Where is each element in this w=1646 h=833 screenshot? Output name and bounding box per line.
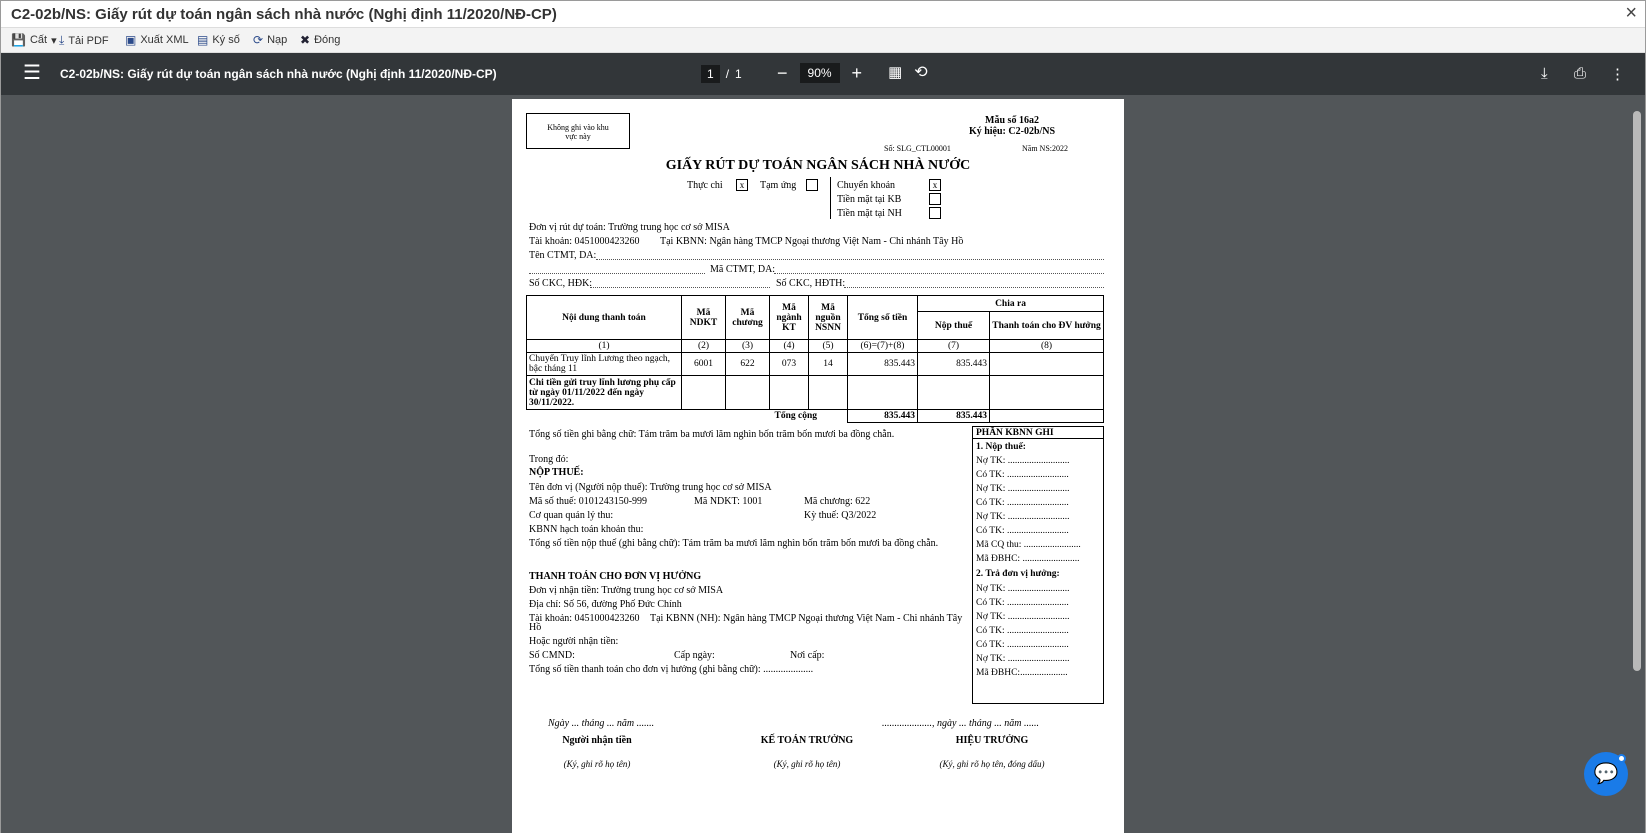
reload-icon: ⟳ [253,33,264,47]
co-tk: Có TK: .......................... [976,526,1069,536]
form-number: Mẫu số 16a2 [985,115,1039,126]
menu-icon[interactable]: ☰ [23,62,41,84]
vertical-scrollbar[interactable] [1631,101,1643,761]
header-thanh-toan-dv: Thanh toán cho ĐV hưởng [990,312,1104,340]
download-pdf-button[interactable]: ⤓ Tải PDF [59,33,109,47]
export-xml-button[interactable]: ▣ Xuất XML [125,33,189,47]
ma-ctmt: Mã CTMT, DA: [710,264,776,275]
row-content: Chi tiền gửi truy lĩnh lương phụ cấp từ ngày 01/11/2022 đến ngày 30/11/2022. [527,376,682,410]
pdf-toolbar [1,53,1645,95]
reload-button[interactable]: ⟳ Nạp [253,33,288,47]
divider [830,177,831,219]
notification-dot [1617,754,1626,763]
save-icon: 💾 [11,33,26,47]
doc-number: Số: SLG_CTL00001 [884,144,951,153]
amount-in-words: Tổng số tiền ghi bằng chữ: Tám trăm ba mươi lăm nghìn bốn trăm bốn mươi ba đồng chẵn. [529,429,895,440]
don-vi-rut: Đơn vị rút dự toán: Trường trung học cơ sở MISA [529,222,730,233]
ma-chuong: Mã chương: 622 [804,496,871,507]
close-x-icon: ✖ [300,33,311,47]
label-chuyen-khoan: Chuyển khoản [837,180,896,191]
pdf-page [512,99,1124,833]
dotted-line [774,273,1104,274]
table-row [527,353,1104,376]
ma-ndkt: Mã NDKT: 1001 [694,496,763,507]
kbnn-tra-don-vi: 2. Trả đơn vị hưởng: [976,569,1060,579]
doc-title: GIẤY RÚT DỰ TOÁN NGÂN SÁCH NHÀ NƯỚC [665,158,971,173]
row-content: Chuyển Truy lĩnh Lương theo ngạch, bậc tháng 11 [527,353,682,376]
scrollbar-thumb[interactable] [1633,111,1641,671]
print-icon[interactable]: ⎙ [1574,65,1587,82]
ma-cq-thu: Mã CQ thu: ........................ [976,540,1081,550]
sig-note-2: (Ký, ghi rõ họ tên) [773,759,841,769]
label-tam-ung: Tạm ứng [760,180,797,191]
no-tk: Nợ TK: .......................... [976,456,1070,466]
xml-file-icon: ▣ [125,33,137,47]
nguoi-nhan: Hoặc người nhận tiền: [529,636,619,647]
form-symbol: Ký hiệu: C2-02b/NS [968,126,1056,137]
tai-khoan-2: Tài khoản: 0451000423260 [529,613,640,624]
close-button[interactable]: ✖ Đóng [300,33,341,47]
fit-page-icon[interactable]: ▦ [888,64,903,81]
header-nganh: Mã ngành KT [770,296,809,340]
so-cmnd: Số CMND: [529,650,575,661]
co-quan-quan-ly: Cơ quan quản lý thu: [529,510,614,521]
pdf-viewer [1,53,1645,833]
digital-sign-button[interactable]: ▤ Ký số [197,33,240,47]
header-chuong: Mã chương [726,296,770,340]
header-ndkt: Mã NDKT [682,296,726,340]
total-label: Tổng cộng [527,410,848,423]
cap-ngay: Cấp ngày: [674,650,715,661]
dotted-line [529,273,705,274]
label-thuc-chi: Thực chi [687,180,723,191]
ky-thue: Kỳ thuế: Q3/2022 [804,510,877,521]
page-indicator: 1 / 1 [701,65,742,83]
total-amount: 835.443 [848,410,918,423]
chat-support-button[interactable] [1584,752,1628,796]
save-button[interactable]: 💾 Cất ▾ [11,33,57,47]
nop-thue-heading: NỘP THUẾ: [529,467,584,478]
sig-nguoi-nhan: Người nhận tiền [562,735,632,746]
zoom-in-icon[interactable]: + [851,63,863,83]
noi-cap: Nơi cấp: [790,650,825,661]
signature-icon: ▤ [197,33,209,47]
budget-year: Năm NS:2022 [1022,144,1068,153]
rotate-icon[interactable]: ⟲ [914,64,928,81]
pdf-title: C2-02b/NS: Giấy rút dự toán ngân sách nhà nước (Nghị định 11/2020/NĐ-CP) [60,67,497,81]
header-chia-ra: Chia ra [918,296,1104,312]
col-number: (7) [918,340,990,353]
row-ndkt: 6001 [682,353,726,376]
col-number: (5) [809,340,848,353]
header-nop-thue: Nộp thuế [918,312,990,340]
payment-table [526,295,1104,423]
ten-don-vi-nop: Tên đơn vị (Người nộp thuế): Trường trung học cơ sở MISA [529,482,772,493]
header-noi-dung: Nội dung thanh toán [527,296,682,340]
co-tk: Có TK: .......................... [976,640,1069,650]
col-number: (6)=(7)+(8) [848,340,918,353]
no-tk: Nợ TK: .......................... [976,654,1070,664]
dotted-line [596,259,1104,260]
dia-chi: Địa chỉ: Số 56, đường Phố Đức Chính [529,599,682,610]
checkbox-thuc-chi: x [736,179,748,191]
no-tk: Nợ TK: .......................... [976,612,1070,622]
tai-kbnn-2: Tại KBNN (NH): Ngân hàng TMCP Ngoại thương Việt Nam - Chi nhánh Tây [650,613,963,624]
ma-so-thue: Mã số thuế: 0101243150-999 [529,496,648,507]
co-tk: Có TK: .......................... [976,470,1069,480]
tong-thanh-toan: Tổng số tiền thanh toán cho đơn vị hưởng (ghi bằng chữ): .................... [529,664,814,675]
sig-hieu-truong: HIỆU TRƯỞNG [955,735,1029,746]
thanh-toan-heading: THANH TOÁN CHO ĐƠN VỊ HƯỞNG [529,571,702,582]
total-nop-thue: 835.443 [918,410,990,423]
checkbox-chuyen-khoan: x [929,179,941,191]
label-tien-mat-nh: Tiền mặt tại NH [837,208,902,219]
close-icon[interactable]: × [1625,2,1637,24]
kbnn-hach-toan: KBNN hạch toán khoản thu: [529,524,644,535]
header-nguon: Mã nguồn NSNN [809,296,848,340]
co-tk: Có TK: .......................... [976,626,1069,636]
row-tong: 835.443 [848,353,918,376]
more-options-icon[interactable]: ⋮ [1610,66,1625,83]
ma-dbhc: Mã ĐBHC:.................... [976,668,1068,678]
download-icon: ⤓ [59,33,65,47]
col-number: (1) [527,340,682,353]
row-chuong: 622 [726,353,770,376]
sig-ke-toan: KẾ TOÁN TRƯỞNG [760,735,854,746]
download-icon[interactable]: ⤓ [1541,65,1548,82]
date-left: Ngày ... tháng ... năm ....... [548,718,655,729]
total-row [527,410,1104,423]
toolbar [1,27,1645,53]
chat-icon: 💬 [1593,763,1619,785]
no-tk: Nợ TK: .......................... [976,584,1070,594]
checkbox-tien-mat-nh [929,207,941,219]
col-number: (2) [682,340,726,353]
co-tk: Có TK: .......................... [976,498,1069,508]
kbnn-heading: PHẦN KBNN GHI [973,428,1103,439]
tong-nop-thue: Tổng số tiền nộp thuế (ghi bằng chữ): Tám trăm ba mươi lăm nghìn bốn trăm bốn mươi ba đồng chẵn. [529,538,939,549]
col-number: (8) [990,340,1104,353]
tai-kbnn: Tại KBNN: Ngân hàng TMCP Ngoại thương Việt Nam - Chi nhánh Tây Hồ [660,236,964,247]
zoom-level-input[interactable]: 90% [800,63,840,83]
page-number-input[interactable]: 1 [701,65,720,83]
so-ckc-hdth: Số CKC, HĐTH: [776,278,846,289]
tai-kbnn-2-cont: Hồ [529,622,542,633]
stamp-box: Không ghi vào khu vực này [526,113,630,149]
row-nop-thue: 835.443 [918,353,990,376]
col-number: (4) [770,340,809,353]
window-title: C2-02b/NS: Giấy rút dự toán ngân sách nhà nước (Nghị định 11/2020/NĐ-CP) [11,6,557,23]
col-number: (3) [726,340,770,353]
zoom-out-icon[interactable]: − [777,63,788,83]
title-bar [1,1,1645,27]
sig-note-3: (Ký, ghi rõ họ tên, đóng dấu) [939,759,1045,769]
co-tk: Có TK: .......................... [976,598,1069,608]
table-row [527,376,1104,410]
row-thanh-toan [990,353,1104,376]
date-right: ...................., ngày ... tháng ... năm ...... [882,718,1039,729]
dotted-line [590,287,770,288]
trong-do: Trong đó: [529,454,569,465]
checkbox-tien-mat-kb [929,193,941,205]
so-ckc: Số CKC, HĐK: [529,278,593,289]
zoom-controls [777,63,928,83]
kbnn-nop-thue: 1. Nộp thuế: [976,442,1026,452]
ten-ctmt: Tên CTMT, DA: [529,250,597,261]
ma-dbhc: Mã ĐBHC: ........................ [976,554,1080,564]
sig-note-1: (Ký, ghi rõ họ tên) [563,759,631,769]
no-tk: Nợ TK: .......................... [976,484,1070,494]
don-vi-nhan: Đơn vị nhận tiền: Trường trung học cơ sở MISA [529,585,724,596]
dotted-line [844,287,1104,288]
row-nganh: 073 [770,353,809,376]
row-nguon: 14 [809,353,848,376]
header-tong-so-tien: Tổng số tiền [848,296,918,340]
kbnn-section [972,426,1104,704]
label-tien-mat-kb: Tiền mặt tại KB [837,194,902,205]
checkbox-tam-ung [806,179,818,191]
no-tk: Nợ TK: .......................... [976,512,1070,522]
tai-khoan: Tài khoản: 0451000423260 [529,236,640,247]
caret-down-icon: ▾ [51,34,57,47]
